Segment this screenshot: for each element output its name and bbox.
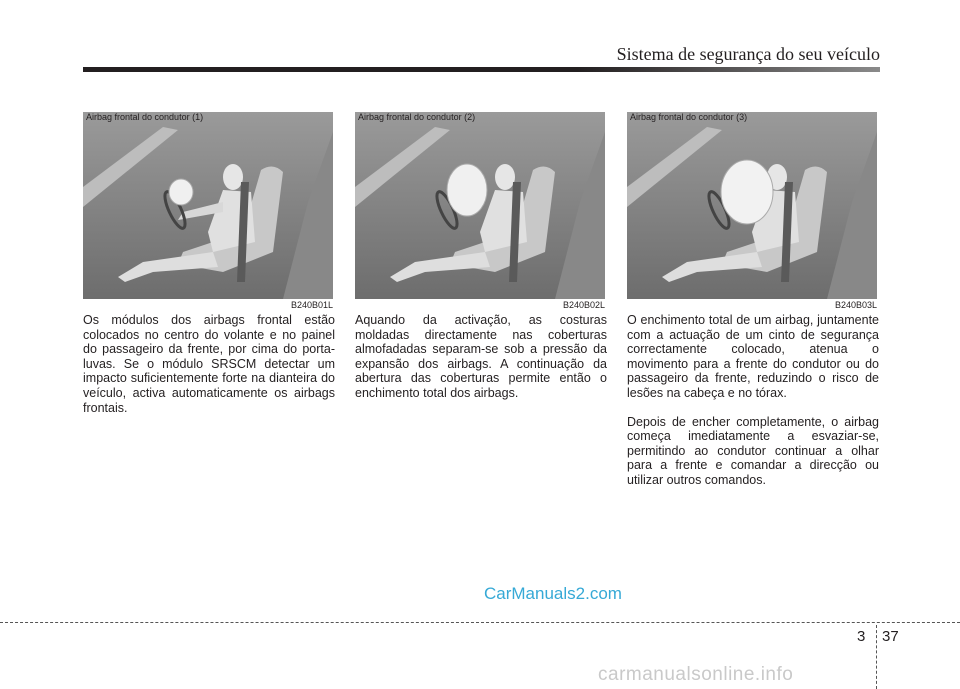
airbag-figure-1 [83,112,335,310]
figure-caption: Airbag frontal do condutor (2) [358,112,476,122]
text-column-1 [83,313,335,429]
figure-caption: Airbag frontal do condutor (3) [630,112,748,122]
paragraph: O enchimento total de um airbag, juntamente com a actuação de um cinto de segurança correctamente colocado, atenua o movimento para a frente do condutor ou do passageiro da frente, reduzindo o risco de lesões na cabeça e no tórax. [627,313,879,400]
paragraph: Os módulos dos airbags frontal estão colocados no centro do volante e no painel do passageiro da frente, por cima do porta-luvas. Se o módulo SRSCM detectar um impacto suficientemente forte na dianteira do veículo, activa automaticamente os airbags frontais. [83,313,335,415]
figure-code: B240B01L [290,300,333,310]
header-rule [83,67,880,72]
text-column-3 [627,313,879,502]
figure-code: B240B02L [562,300,605,310]
page-header-title: Sistema de segurança do seu veículo [616,44,880,64]
airbag-figure-3 [627,112,879,310]
airbag-illustration-2 [355,112,605,299]
airbag-illustration-1 [83,112,333,299]
text-column-2 [355,313,607,415]
paragraph: Depois de encher completamente, o airbag começa imediatamente a esvaziar-se, permitindo ao condutor continuar a olhar para a frente e comandar a direcção ou utilizar outros comandos. [627,414,879,487]
footer-divider [0,622,960,623]
figure-caption: Airbag frontal do condutor (1) [86,112,204,122]
section-number: 3 [857,628,866,645]
paragraph: Aquando da activação, as costuras moldadas directamente nas coberturas almofadadas separam-se sob a pressão da expansão dos airbags. A continuação da abertura das coberturas permite então o enchimento total dos airbags. [355,313,607,400]
figure-code: B240B03L [834,300,877,310]
watermark-footer: carmanualsonline.info [598,664,794,685]
airbag-illustration-3 [627,112,877,299]
watermark-link[interactable]: CarManuals2.com [484,584,622,603]
footer-vertical-divider [876,625,877,689]
airbag-figure-2 [355,112,607,310]
page-number: 37 [882,628,899,645]
